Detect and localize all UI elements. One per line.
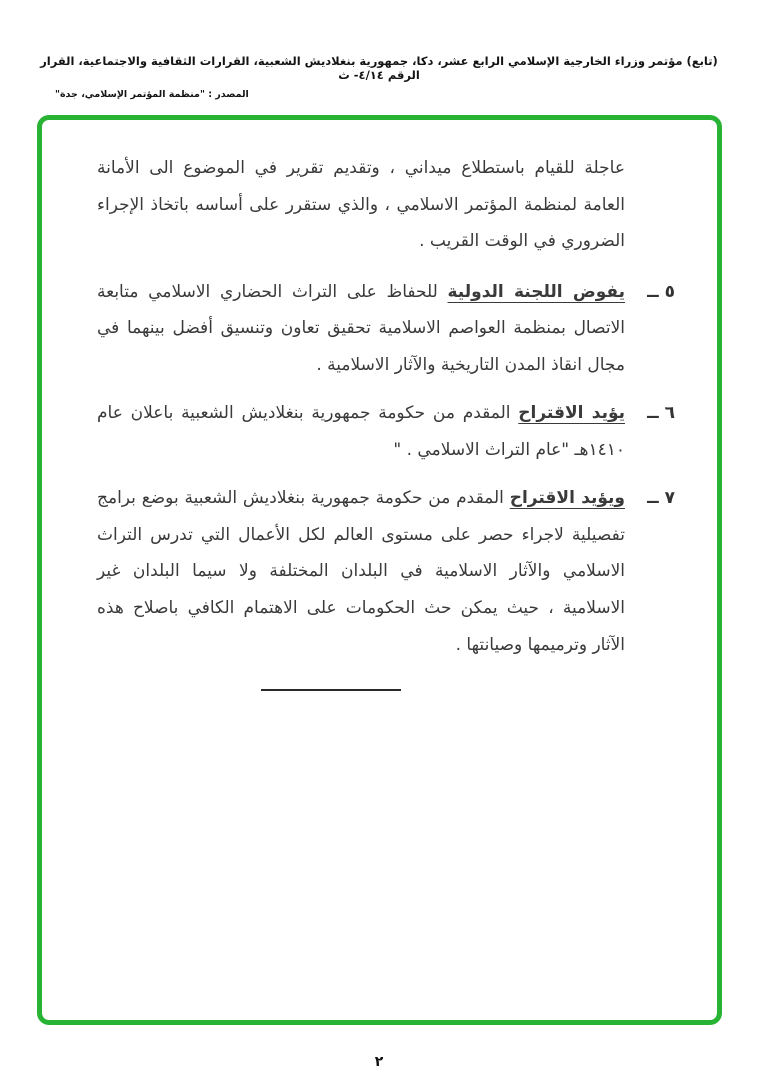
item-number: ٦ ــ — [647, 403, 675, 424]
item-lead-underlined: ويؤيد الاقتراح — [509, 488, 625, 509]
item-rest: المقدم من حكومة جمهورية بنغلاديش الشعبية بوضع برامج تفصيلية لاجراء حصر على مستوى العالم لكل الأعمال التي تدرس التراث الاسلامي والآثار الاسلامية في البلدان المختلفة ولا سيما البلدان غير الاسلامية ، حيث يمكن حث الحكومات على الاهتمام الكافي باصلاح هذه الآثار وترميمها وصيانتها . — [97, 488, 625, 655]
item-text — [97, 480, 625, 663]
item-number: ٥ ــ — [647, 281, 675, 302]
paragraph-continuation: عاجلة للقيام باستطلاع ميداني ، وتقديم تقرير في الموضوع الى الأمانة العامة لمنظمة المؤتمر الاسلامي ، والذي ستقرر على أساسه باتخاذ الإجراء الضروري في الوقت القريب . — [97, 158, 625, 252]
item-rest: للحفاظ على التراث الحضاري الاسلامي متابعة الاتصال بمنظمة العواصم الاسلامية تحقيق تعاون وتنسيق أفضل بينهما في مجال انقاذ المدن التاريخية والآثار الاسلامية . — [97, 281, 625, 375]
item-lead-underlined: يفوض اللجنة الدولية — [447, 281, 625, 302]
document-source-line: المصدر : "منظمة المؤتمر الإسلامي، جدة" — [55, 89, 249, 100]
item-number: ٧ ــ — [647, 488, 675, 509]
list-item — [97, 480, 675, 663]
list-item — [97, 395, 675, 468]
list-item — [97, 274, 675, 384]
end-divider — [261, 689, 401, 691]
item-rest: المقدم من حكومة جمهورية بنغلاديش الشعبية باعلان عام ١٤١٠هـ "عام التراث الاسلامي . " — [97, 403, 625, 460]
page-number: ٢ — [374, 1054, 384, 1070]
document-body — [42, 120, 717, 691]
document-header-line: (تابع) مؤتمر وزراء الخارجية الإسلامي الرابع عشر، دكا، جمهورية بنغلاديش الشعبية، القرارات الثقافية والاجتماعية، القرار الرقم ٤/١٤- ث — [40, 54, 718, 82]
item-lead-underlined: يؤيد الاقتراح — [518, 403, 626, 424]
content-frame — [37, 115, 722, 1025]
item-text — [97, 395, 625, 468]
item-text — [97, 274, 625, 384]
